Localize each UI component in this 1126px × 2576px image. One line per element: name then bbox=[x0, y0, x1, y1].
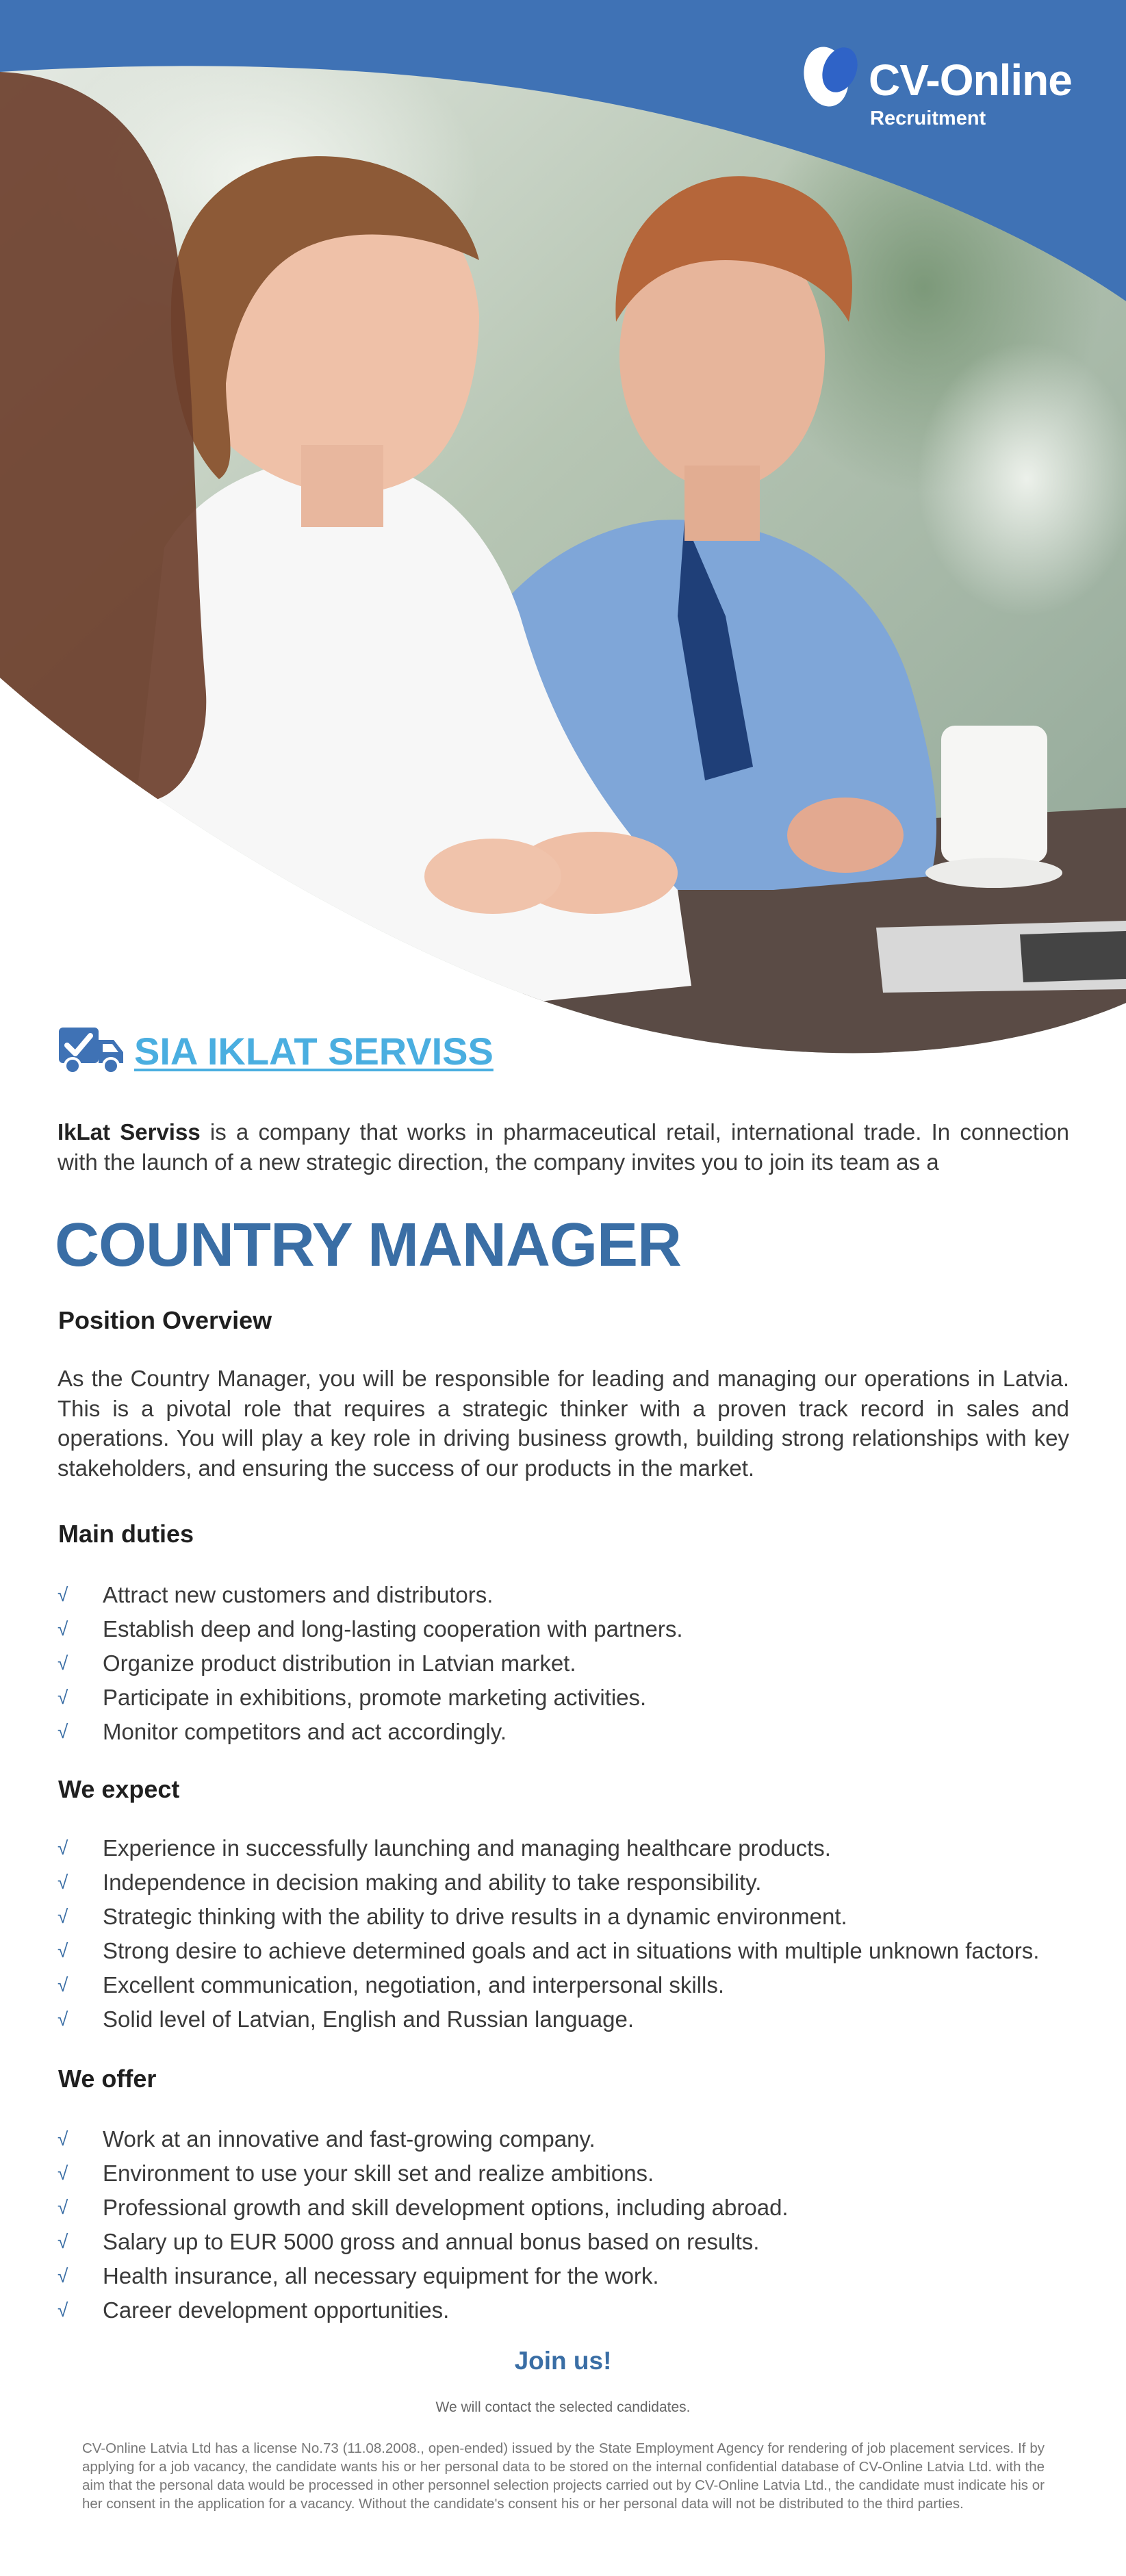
check-icon: √ bbox=[57, 1721, 68, 1742]
offer-heading: We offer bbox=[58, 2065, 157, 2093]
hero-photo bbox=[0, 0, 1126, 1068]
check-icon: √ bbox=[57, 1837, 68, 1859]
check-icon: √ bbox=[57, 2128, 68, 2150]
offer-list bbox=[57, 2122, 789, 2328]
check-icon: √ bbox=[57, 1653, 68, 1674]
contact-note: We will contact the selected candidates. bbox=[435, 2399, 691, 2415]
check-icon: √ bbox=[57, 2265, 68, 2286]
list-item: √ Solid level of Latvian, English and Russian language. bbox=[57, 2002, 1039, 2037]
list-item: √ Salary up to EUR 5000 gross and annual bonus based on results. bbox=[57, 2225, 789, 2259]
check-icon: √ bbox=[57, 2299, 68, 2321]
duties-heading: Main duties bbox=[58, 1520, 194, 1548]
cv-online-logo[interactable] bbox=[797, 41, 1085, 144]
list-item: √ Strategic thinking with the ability to drive results in a dynamic environment. bbox=[57, 1900, 1039, 1934]
cv-online-logo-icon bbox=[797, 41, 866, 110]
list-item: √ Participate in exhibitions, promote marketing activities. bbox=[57, 1681, 683, 1715]
check-icon: √ bbox=[57, 1974, 68, 1995]
list-item: √ Professional growth and skill development options, including abroad. bbox=[57, 2191, 789, 2225]
delivery-truck-check-icon bbox=[57, 1023, 126, 1078]
job-title: COUNTRY MANAGER bbox=[55, 1211, 682, 1279]
list-item: √ Monitor competitors and act accordingly. bbox=[57, 1715, 683, 1749]
list-item: √ Strong desire to achieve determined goals and act in situations with multiple unknown factors. bbox=[57, 1934, 1039, 1968]
logo-subtitle: Recruitment bbox=[870, 107, 986, 129]
check-icon: √ bbox=[57, 1940, 68, 1961]
hero-banner bbox=[0, 0, 1126, 1068]
check-icon: √ bbox=[57, 2231, 68, 2252]
check-icon: √ bbox=[57, 1618, 68, 1640]
check-icon: √ bbox=[57, 2163, 68, 2184]
expect-list bbox=[57, 1831, 1039, 2037]
list-item: √ Experience in successfully launching and managing healthcare products. bbox=[57, 1831, 1039, 1865]
join-us-link[interactable]: Join us! bbox=[514, 2347, 612, 2375]
expect-heading: We expect bbox=[58, 1775, 180, 1803]
company-header bbox=[57, 1023, 494, 1078]
check-icon: √ bbox=[57, 2197, 68, 2218]
logo-title: CV-Online bbox=[869, 55, 1072, 105]
check-icon: √ bbox=[57, 2008, 68, 2030]
list-item: √ Health insurance, all necessary equipment for the work. bbox=[57, 2259, 789, 2293]
list-item: √ Organize product distribution in Latvian market. bbox=[57, 1646, 683, 1681]
list-item: √ Work at an innovative and fast-growing company. bbox=[57, 2122, 789, 2156]
overview-text: As the Country Manager, you will be responsible for leading and managing our operations in Latvia. This is a pivotal role that requires a strategic thinker with a proven track record in sales and operations. You will play a key role in driving business growth, building strong relationships with key stakeholders, and ensuring the success of our products in the market. bbox=[57, 1366, 1069, 1481]
company-intro-text: is a company that works in pharmaceutical retail, international trade. In connection with the launch of a new strategic direction, the company invites you to join its team as a bbox=[57, 1119, 1069, 1175]
check-icon: √ bbox=[57, 1872, 68, 1893]
list-item: √ Attract new customers and distributors. bbox=[57, 1578, 683, 1612]
list-item: √ Independence in decision making and ability to take responsibility. bbox=[57, 1865, 1039, 1900]
list-item: √ Establish deep and long-lasting cooperation with partners. bbox=[57, 1612, 683, 1646]
legal-disclaimer: CV-Online Latvia Ltd has a license No.73 (11.08.2008., open-ended) issued by the State Employment Agency for rendering of job placement services. If by applying for a job vacancy, the candidate wants his or her personal data to be stored on the internal confidential database of CV-Online Latvia Ltd. with the aim that the personal data would be processed in other personnel selection projects carried out by CV-Online Latvia Ltd., the candidate must indicate his or her consent in the application for a vacancy. Without the candidate's consent his or her personal data will not be distributed to the third parties. bbox=[82, 2440, 1045, 2512]
overview-heading: Position Overview bbox=[58, 1306, 272, 1334]
list-item: √ Career development opportunities. bbox=[57, 2293, 789, 2328]
check-icon: √ bbox=[57, 1687, 68, 1708]
duties-list bbox=[57, 1578, 683, 1749]
check-icon: √ bbox=[57, 1584, 68, 1605]
company-intro bbox=[57, 1117, 1069, 1177]
list-item: √ Excellent communication, negotiation, and interpersonal skills. bbox=[57, 1968, 1039, 2002]
company-name-link[interactable]: SIA IKLAT SERVISS bbox=[134, 1029, 494, 1073]
check-icon: √ bbox=[57, 1906, 68, 1927]
company-name-bold: IkLat Serviss bbox=[57, 1119, 201, 1145]
list-item: √ Environment to use your skill set and realize ambitions. bbox=[57, 2156, 789, 2191]
